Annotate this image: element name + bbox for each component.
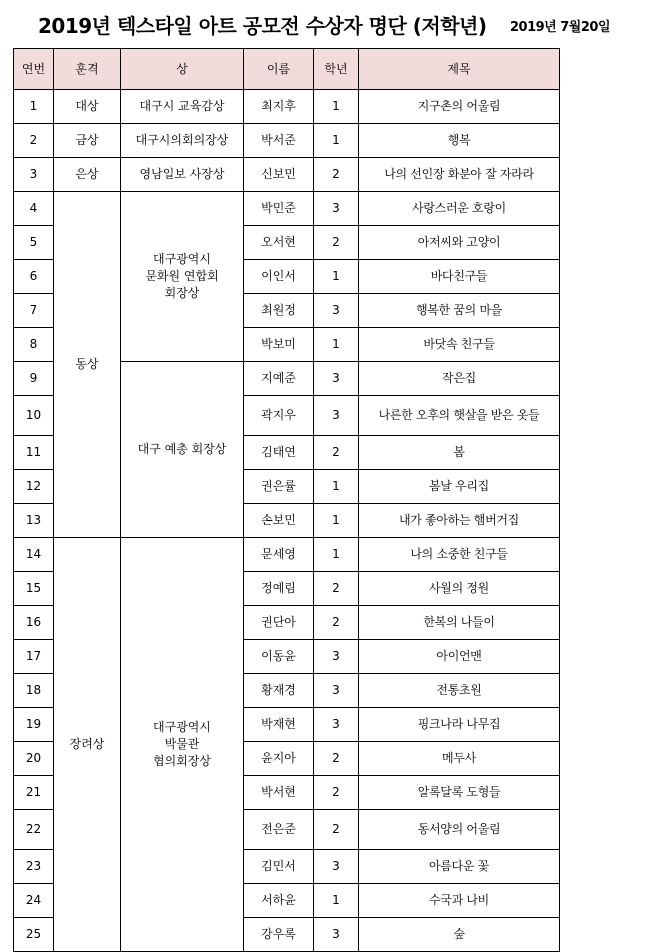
cell-no: 6 [14,260,54,294]
cell-no: 19 [14,708,54,742]
cell-name: 박민준 [244,192,314,226]
cell-year: 1 [314,884,359,918]
cell-title: 알록달록 도형들 [359,776,560,810]
cell-award: 영남일보 사장상 [121,158,244,192]
cell-title: 메두사 [359,742,560,776]
header-award: 상 [121,49,244,90]
cell-title: 전통초원 [359,674,560,708]
cell-year: 2 [314,158,359,192]
cell-title: 사랑스러운 호랑이 [359,192,560,226]
cell-no: 7 [14,294,54,328]
table-row [14,192,560,226]
cell-name: 박서준 [244,124,314,158]
cell-no: 12 [14,470,54,504]
cell-year: 3 [314,396,359,436]
cell-name: 권단아 [244,606,314,640]
cell-title: 아저씨와 고양이 [359,226,560,260]
cell-no: 14 [14,538,54,572]
cell-title: 동서양의 어울림 [359,810,560,850]
cell-no: 24 [14,884,54,918]
cell-year: 2 [314,436,359,470]
cell-year: 3 [314,294,359,328]
cell-grade: 대상 [54,90,121,124]
cell-no: 25 [14,918,54,952]
cell-year: 2 [314,606,359,640]
cell-grade: 장려상 [54,538,121,952]
cell-no: 8 [14,328,54,362]
document-title: 2019년 텍스타일 아트 공모전 수상자 명단 (저학년) [38,14,487,38]
cell-name: 김태연 [244,436,314,470]
table-row [14,124,560,158]
cell-no: 15 [14,572,54,606]
cell-year: 1 [314,124,359,158]
table-row [14,90,560,124]
cell-year: 1 [314,328,359,362]
cell-award: 대구 예총 회장상 [121,362,244,538]
header-no: 연번 [14,49,54,90]
cell-year: 2 [314,776,359,810]
cell-award: 대구시 교육감상 [121,90,244,124]
cell-no: 13 [14,504,54,538]
cell-title: 숲 [359,918,560,952]
cell-no: 20 [14,742,54,776]
cell-no: 23 [14,850,54,884]
cell-year: 2 [314,810,359,850]
cell-name: 곽지우 [244,396,314,436]
cell-no: 18 [14,674,54,708]
document-header [0,8,651,36]
cell-title: 사월의 정원 [359,572,560,606]
cell-no: 3 [14,158,54,192]
cell-name: 박서현 [244,776,314,810]
cell-name: 황재경 [244,674,314,708]
header-name: 이름 [244,49,314,90]
cell-award: 대구광역시 문화원 연합회 회장상 [121,192,244,362]
cell-name: 박재현 [244,708,314,742]
cell-year: 1 [314,470,359,504]
cell-name: 전은준 [244,810,314,850]
table-body [14,90,560,952]
cell-name: 이동윤 [244,640,314,674]
cell-no: 17 [14,640,54,674]
cell-no: 16 [14,606,54,640]
cell-year: 2 [314,226,359,260]
cell-year: 3 [314,362,359,396]
cell-year: 1 [314,538,359,572]
document-date: 2019년 7월20일 [510,20,611,35]
cell-year: 1 [314,260,359,294]
cell-no: 2 [14,124,54,158]
header-year: 학년 [314,49,359,90]
cell-grade: 동상 [54,192,121,538]
cell-no: 1 [14,90,54,124]
cell-title: 한복의 나들이 [359,606,560,640]
cell-year: 3 [314,850,359,884]
cell-title: 작은집 [359,362,560,396]
cell-title: 나의 소중한 친구들 [359,538,560,572]
cell-year: 3 [314,708,359,742]
cell-name: 신보민 [244,158,314,192]
cell-year: 3 [314,674,359,708]
cell-grade: 금상 [54,124,121,158]
cell-no: 10 [14,396,54,436]
cell-title: 지구촌의 어울림 [359,90,560,124]
cell-name: 최지후 [244,90,314,124]
cell-year: 3 [314,192,359,226]
cell-title: 바다친구들 [359,260,560,294]
cell-name: 윤지아 [244,742,314,776]
cell-no: 11 [14,436,54,470]
cell-title: 핑크나라 나무집 [359,708,560,742]
cell-title: 나의 선인장 화분아 잘 자라라 [359,158,560,192]
cell-award: 대구광역시 박물관 협의회장상 [121,538,244,952]
cell-name: 이인서 [244,260,314,294]
cell-name: 오서현 [244,226,314,260]
cell-title: 봄 [359,436,560,470]
cell-name: 박보미 [244,328,314,362]
cell-title: 바닷속 친구들 [359,328,560,362]
cell-title: 아름다운 꽃 [359,850,560,884]
cell-title: 행복한 꿈의 마을 [359,294,560,328]
cell-no: 4 [14,192,54,226]
cell-name: 권은률 [244,470,314,504]
cell-name: 최원정 [244,294,314,328]
cell-title: 나른한 오후의 햇살을 받은 옷들 [359,396,560,436]
cell-title: 수국과 나비 [359,884,560,918]
header-title: 제목 [359,49,560,90]
cell-name: 정예림 [244,572,314,606]
cell-grade: 은상 [54,158,121,192]
cell-no: 21 [14,776,54,810]
cell-year: 2 [314,572,359,606]
cell-title: 아이언맨 [359,640,560,674]
cell-year: 3 [314,640,359,674]
cell-name: 김민서 [244,850,314,884]
cell-name: 강우록 [244,918,314,952]
header-grade: 훈격 [54,49,121,90]
award-winners-table [13,48,560,952]
cell-no: 22 [14,810,54,850]
cell-name: 지예준 [244,362,314,396]
cell-name: 문세영 [244,538,314,572]
cell-title: 행복 [359,124,560,158]
cell-award: 대구시의회의장상 [121,124,244,158]
cell-year: 2 [314,742,359,776]
cell-no: 5 [14,226,54,260]
cell-year: 1 [314,90,359,124]
cell-title: 내가 좋아하는 햄버거집 [359,504,560,538]
cell-no: 9 [14,362,54,396]
cell-name: 서하윤 [244,884,314,918]
table-row [14,158,560,192]
cell-title: 봄날 우리집 [359,470,560,504]
cell-year: 1 [314,504,359,538]
table-header-row [14,49,560,90]
table-row [14,538,560,572]
cell-name: 손보민 [244,504,314,538]
cell-year: 3 [314,918,359,952]
